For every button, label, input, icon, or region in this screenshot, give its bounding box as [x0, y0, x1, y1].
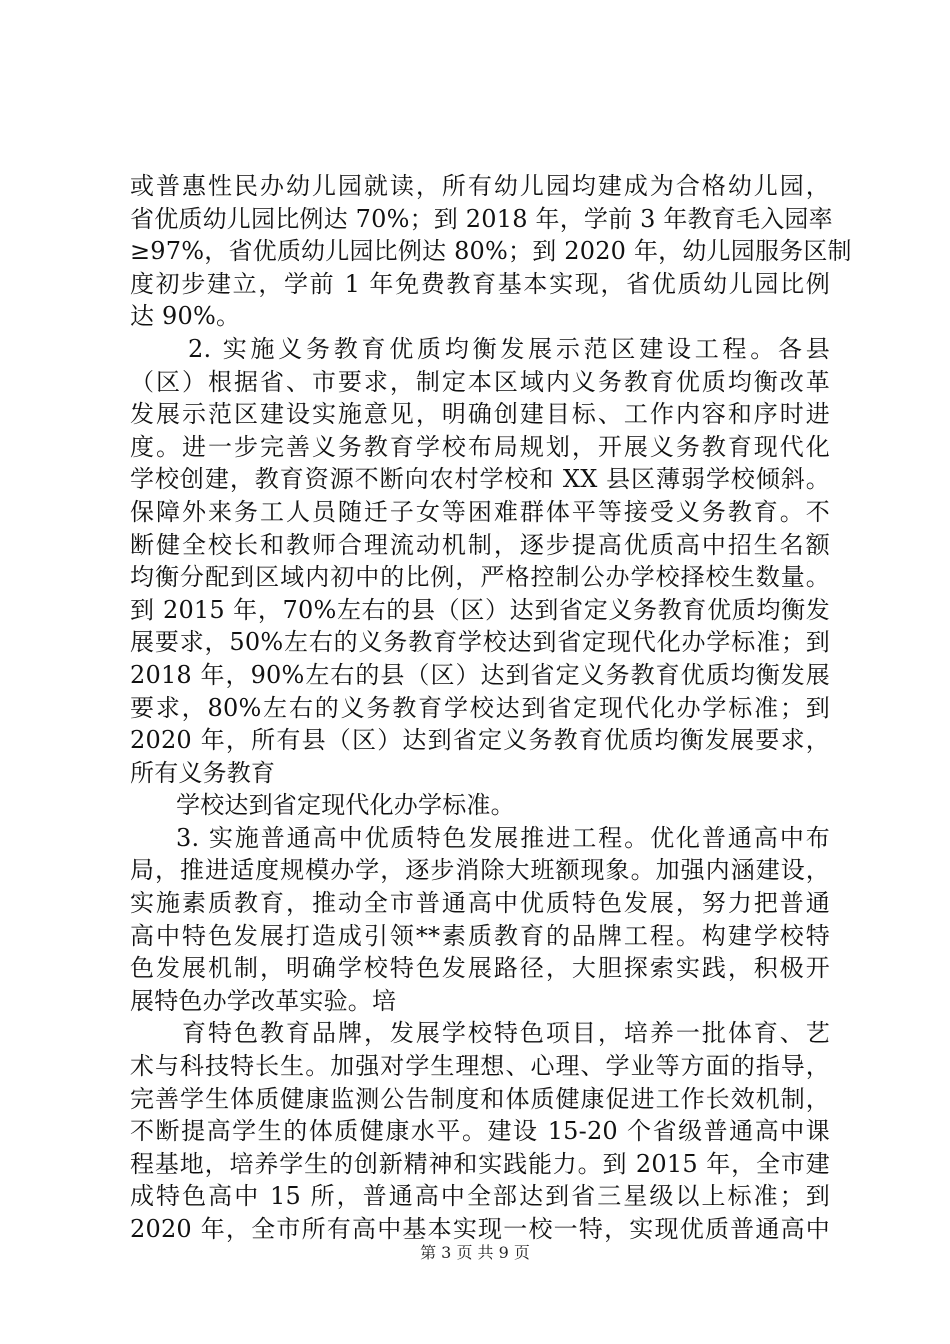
text-line: 均衡分配到区域内初中的比例，严格控制公办学校择校生数量。 [130, 563, 830, 592]
text-line: 完善学生体质健康监测公告制度和体质健康促进工作长效机制， [130, 1084, 830, 1113]
text-line: 育特色教育品牌，发展学校特色项目，培养一批体育、艺 [182, 1019, 830, 1048]
text-line: 学校达到省定现代化办学标准。 [176, 791, 515, 820]
text-line: 达 90%。 [130, 302, 241, 331]
text-line: 度。进一步完善义务教育学校布局规划，开展义务教育现代化 [130, 432, 830, 461]
text-line: 断健全校长和教师合理流动机制，逐步提高优质高中招生名额 [130, 530, 830, 559]
text-line: 展特色办学改革实验。培 [130, 986, 397, 1015]
text-line: 实施素质教育，推动全市普通高中优质特色发展，努力把普通 [130, 889, 830, 918]
paragraph-heading: 2. 实施义务教育优质均衡发展示范区建设工程。各县 [188, 334, 830, 363]
text-line: 2020 年，全市所有高中基本实现一校一特，实现优质普通高中 [130, 1215, 830, 1243]
body-text [130, 170, 852, 1246]
text-line: 学校创建，教育资源不断向农村学校和 XX 县区薄弱学校倾斜。 [130, 465, 830, 494]
text-line: 发展示范区建设实施意见，明确创建目标、工作内容和序时进 [130, 400, 830, 429]
text-line: 要求，80%左右的义务教育学校达到省定现代化办学标准；到 [130, 693, 830, 722]
text-line: （区）根据省、市要求，制定本区域内义务教育优质均衡改革 [130, 367, 830, 396]
text-line: 高中特色发展打造成引领**素质教育的品牌工程。构建学校特 [130, 921, 830, 950]
text-line: 术与科技特长生。加强对学生理想、心理、学业等方面的指导， [130, 1052, 830, 1081]
text-line: ≥97%，省优质幼儿园比例达 80%；到 2020 年，幼儿园服务区制 [130, 237, 852, 266]
text-line: 2020 年，所有县（区）达到省定义务教育优质均衡发展要求， [130, 726, 830, 755]
text-line: 不断提高学生的体质健康水平。建设 15-20 个省级普通高中课 [130, 1117, 830, 1146]
text-line: 展要求，50%左右的义务教育学校达到省定现代化办学标准；到 [130, 628, 830, 657]
text-line: 所有义务教育 [130, 758, 276, 787]
text-line: 程基地，培养学生的创新精神和实践能力。到 2015 年，全市建 [130, 1149, 830, 1178]
text-line: 局，推进适度规模办学，逐步消除大班额现象。加强内涵建设， [130, 856, 830, 885]
text-line: 度初步建立，学前 1 年免费教育基本实现，省优质幼儿园比例 [130, 269, 830, 298]
text-line: 省优质幼儿园比例达 70%；到 2018 年，学前 3 年教育毛入园率 [130, 204, 833, 233]
text-line: 成特色高中 15 所，普通高中全部达到省三星级以上标准；到 [130, 1182, 830, 1211]
text-line: 保障外来务工人员随迁子女等困难群体平等接受义务教育。不 [130, 497, 830, 526]
text-line: 2018 年，90%左右的县（区）达到省定义务教育优质均衡发展 [130, 660, 830, 689]
text-line: 色发展机制，明确学校特色发展路径，大胆探索实践，积极开 [130, 954, 830, 983]
paragraph-heading: 3. 实施普通高中优质特色发展推进工程。优化普通高中布 [176, 823, 830, 852]
text-line: 到 2015 年，70%左右的县（区）达到省定义务教育优质均衡发 [130, 595, 830, 624]
text-line: 或普惠性民办幼儿园就读，所有幼儿园均建成为合格幼儿园， [130, 172, 830, 200]
page-footer: 第 3 页 共 9 页 [420, 1243, 530, 1262]
